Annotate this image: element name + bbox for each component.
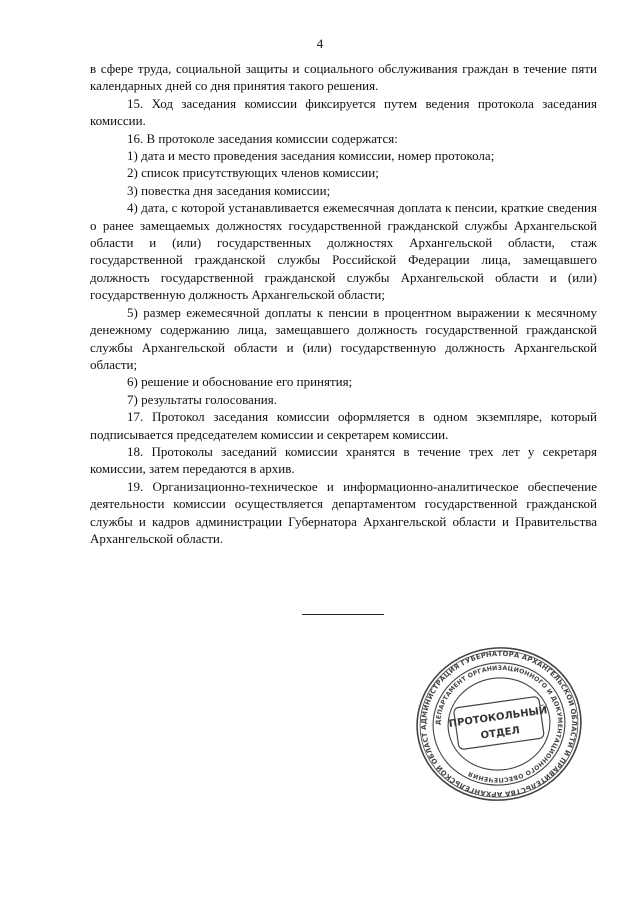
end-divider — [302, 614, 384, 615]
list-item-6: 6) решение и обоснование его принятия; — [127, 374, 353, 390]
stamp-center-line-2: ОТДЕЛ — [480, 725, 521, 742]
body-text — [90, 60, 597, 547]
stamp-inner-text: ДЕПАРТАМЕНТ ОРГАНИЗАЦИОННОГО И ДОКУМЕНТАЦИОННОГО ОБЕСПЕЧЕНИЯ — [435, 664, 563, 784]
paragraph-17: 17. Протокол заседания комиссии оформляется в одном экземпляре, который подписывается председателем комиссии и секретарем комиссии. — [90, 409, 597, 442]
stamp-outer-text: АДМИНИСТРАЦИЯ ГУБЕРНАТОРА АРХАНГЕЛЬСКОЙ ОБЛАСТИ И ПРАВИТЕЛЬСТВА АРХАНГЕЛЬСКОЙ ОБЛАСТИ — [420, 649, 578, 799]
stamp-seal — [414, 646, 584, 802]
list-item-3: 3) повестка дня заседания комиссии; — [127, 182, 331, 198]
list-item-4: 4) дата, с которой устанавливается ежемесячная доплата к пенсии, краткие сведения о ранее замещаемых должностях государственной гражданской службы Архангельской области и (или) государственных должностях Архангельской области, стаж государственной гражданской службы Российской Федерации лица, замещавшего должность государственной гражданской службы Архангельской области и (или) государственную должность Архангельской области; — [90, 200, 597, 303]
paragraph-continuation: в сфере труда, социальной защиты и социального обслуживания граждан в течение пяти календарных дней со дня принятия такого решения. — [90, 61, 597, 94]
list-item-2: 2) список присутствующих членов комиссии; — [127, 165, 379, 181]
paragraph-19: 19. Организационно-техническое и информационно-аналитическое обеспечение деятельности комиссии осуществляется департаментом государственной гражданской службы и кадров администрации Губернатора Архангельской области и Правительства Архангельской области. — [90, 478, 597, 546]
page-number: 4 — [316, 36, 324, 51]
paragraph-18: 18. Протоколы заседаний комиссии хранятся в течение трех лет у секретаря комиссии, затем передаются в архив. — [90, 443, 597, 477]
list-item-5: 5) размер ежемесячной доплаты к пенсии в процентном выражении к месячному денежному содержанию лица, замещавшего должность государственной гражданской службы Архангельской области и (или) государственную должность Архангельской области; — [90, 304, 597, 372]
paragraph-16: 16. В протоколе заседания комиссии содержатся: — [127, 130, 398, 146]
stamp-center-line-1: ПРОТОКОЛЬНЫЙ — [448, 705, 548, 730]
list-item-7: 7) результаты голосования. — [127, 391, 277, 407]
list-item-1: 1) дата и место проведения заседания комиссии, номер протокола; — [127, 148, 495, 164]
paragraph-15: 15. Ход заседания комиссии фиксируется путем ведения протокола заседания комиссии. — [90, 95, 597, 129]
